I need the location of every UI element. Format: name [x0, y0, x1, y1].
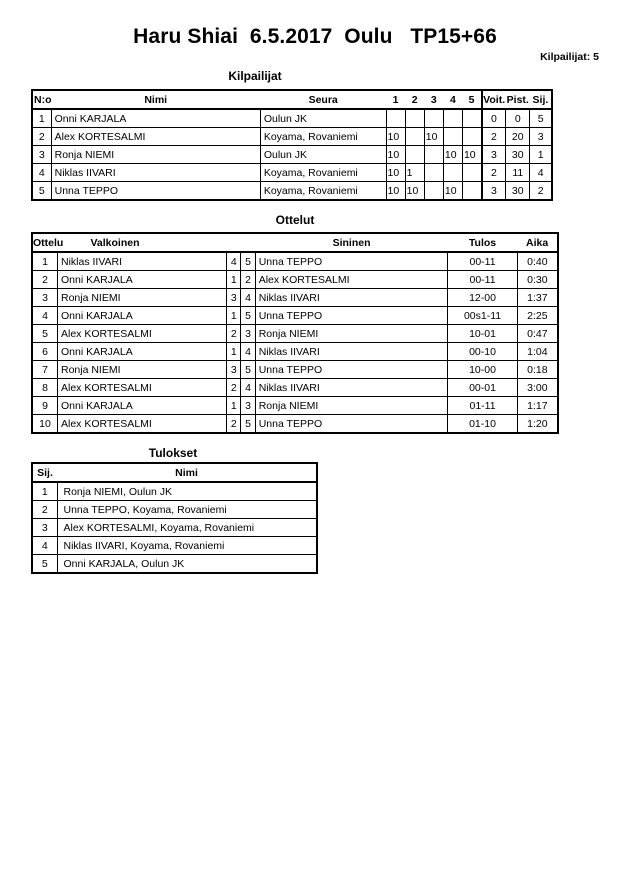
- col-header-points: Pist.: [506, 90, 530, 109]
- competitor-row: [32, 182, 552, 201]
- blue-fighter-number: 4: [241, 289, 255, 307]
- competitor-name: Ronja NIEMI: [51, 146, 260, 164]
- result-name: Onni KARJALA, Oulun JK: [57, 555, 317, 574]
- match-time: 0:30: [517, 271, 558, 289]
- competitors-table: [31, 89, 553, 201]
- round-1-score: 10: [386, 164, 405, 182]
- competitor-row: [32, 109, 552, 128]
- col-header-white: Valkoinen: [57, 233, 226, 252]
- round-3-score: [424, 164, 443, 182]
- match-result: 01-10: [448, 415, 517, 434]
- competitor-points: 30: [506, 182, 530, 201]
- competitor-wins: 3: [482, 182, 506, 201]
- match-number: 1: [32, 252, 57, 271]
- round-4-score: 10: [443, 146, 462, 164]
- blue-fighter-number: 5: [241, 252, 255, 271]
- match-time: 2:25: [517, 307, 558, 325]
- match-result: 10-00: [448, 361, 517, 379]
- col-header-blue: Sininen: [255, 233, 448, 252]
- col-header-round-1: 1: [386, 90, 405, 109]
- match-row: [32, 415, 558, 434]
- match-number: 10: [32, 415, 57, 434]
- white-fighter-name: Onni KARJALA: [57, 343, 226, 361]
- blue-fighter-name: Unna TEPPO: [255, 307, 448, 325]
- competitor-number: 2: [32, 128, 51, 146]
- white-fighter-number: 1: [227, 271, 241, 289]
- competitor-place: 3: [530, 128, 552, 146]
- round-2-score: 10: [405, 182, 424, 201]
- competitor-place: 2: [530, 182, 552, 201]
- match-number: 9: [32, 397, 57, 415]
- blue-fighter-number: 5: [241, 415, 255, 434]
- competitor-club: Koyama, Rovaniemi: [260, 164, 386, 182]
- col-header-place: Sij.: [32, 463, 57, 482]
- col-header-match: Ottelu: [32, 233, 57, 252]
- competitor-place: 4: [530, 164, 552, 182]
- col-header-round-2: 2: [405, 90, 424, 109]
- match-number: 4: [32, 307, 57, 325]
- round-4-score: 10: [443, 182, 462, 201]
- col-header-round-3: 3: [424, 90, 443, 109]
- competitor-number: 3: [32, 146, 51, 164]
- competitor-name: Unna TEPPO: [51, 182, 260, 201]
- results-header-row: [32, 463, 317, 482]
- white-fighter-number: 3: [227, 289, 241, 307]
- result-place: 4: [32, 537, 57, 555]
- round-3-score: [424, 109, 443, 128]
- match-number: 6: [32, 343, 57, 361]
- round-2-score: [405, 146, 424, 164]
- match-result: 00-11: [448, 252, 517, 271]
- col-header-place: Sij.: [530, 90, 552, 109]
- matches-header-row: [32, 233, 558, 252]
- result-name: Unna TEPPO, Koyama, Rovaniemi: [57, 501, 317, 519]
- blue-fighter-name: Ronja NIEMI: [255, 325, 448, 343]
- match-time: 1:17: [517, 397, 558, 415]
- round-4-score: [443, 164, 462, 182]
- round-5-score: 10: [462, 146, 481, 164]
- matches-table: [31, 232, 559, 434]
- col-header-blue-no: [241, 233, 255, 252]
- blue-fighter-number: 4: [241, 379, 255, 397]
- match-result: 00-11: [448, 271, 517, 289]
- competitor-name: Alex KORTESALMI: [51, 128, 260, 146]
- competitors-header-row: [32, 90, 552, 109]
- match-result: 10-01: [448, 325, 517, 343]
- blue-fighter-number: 3: [241, 325, 255, 343]
- blue-fighter-name: Unna TEPPO: [255, 415, 448, 434]
- match-result: 00-01: [448, 379, 517, 397]
- round-4-score: [443, 109, 462, 128]
- round-5-score: [462, 182, 481, 201]
- competitor-row: [32, 128, 552, 146]
- results-section-title: Tulokset: [148, 446, 198, 460]
- round-1-score: 10: [386, 182, 405, 201]
- white-fighter-number: 1: [227, 343, 241, 361]
- result-row: [32, 501, 317, 519]
- white-fighter-name: Onni KARJALA: [57, 307, 226, 325]
- match-result: 00s1-11: [448, 307, 517, 325]
- round-3-score: [424, 182, 443, 201]
- col-header-time: Aika: [517, 233, 558, 252]
- blue-fighter-number: 5: [241, 307, 255, 325]
- competitor-wins: 3: [482, 146, 506, 164]
- round-5-score: [462, 164, 481, 182]
- competitor-club: Oulun JK: [260, 109, 386, 128]
- result-row: [32, 537, 317, 555]
- col-header-name: Nimi: [51, 90, 260, 109]
- match-number: 2: [32, 271, 57, 289]
- white-fighter-name: Alex KORTESALMI: [57, 325, 226, 343]
- round-4-score: [443, 128, 462, 146]
- competitor-row: [32, 164, 552, 182]
- col-header-white-no: [227, 233, 241, 252]
- competitor-wins: 2: [482, 128, 506, 146]
- match-row: [32, 307, 558, 325]
- match-number: 3: [32, 289, 57, 307]
- round-3-score: [424, 146, 443, 164]
- round-3-score: 10: [424, 128, 443, 146]
- col-header-name: Nimi: [57, 463, 317, 482]
- competitor-number: 5: [32, 182, 51, 201]
- col-header-result: Tulos: [448, 233, 517, 252]
- white-fighter-number: 2: [227, 415, 241, 434]
- match-row: [32, 397, 558, 415]
- blue-fighter-name: Niklas IIVARI: [255, 343, 448, 361]
- result-place: 1: [32, 482, 57, 501]
- blue-fighter-name: Unna TEPPO: [255, 361, 448, 379]
- competitor-row: [32, 146, 552, 164]
- white-fighter-name: Onni KARJALA: [57, 397, 226, 415]
- round-1-score: 10: [386, 146, 405, 164]
- white-fighter-name: Onni KARJALA: [57, 271, 226, 289]
- col-header-no: N:o: [32, 90, 51, 109]
- match-row: [32, 271, 558, 289]
- match-time: 1:04: [517, 343, 558, 361]
- round-1-score: 10: [386, 128, 405, 146]
- competitor-number: 4: [32, 164, 51, 182]
- competitors-section-title: Kilpailijat: [228, 69, 282, 83]
- blue-fighter-number: 2: [241, 271, 255, 289]
- result-row: [32, 555, 317, 574]
- col-header-round-5: 5: [462, 90, 481, 109]
- round-2-score: [405, 128, 424, 146]
- white-fighter-name: Alex KORTESALMI: [57, 379, 226, 397]
- competitor-wins: 0: [482, 109, 506, 128]
- white-fighter-number: 1: [227, 397, 241, 415]
- result-name: Ronja NIEMI, Oulun JK: [57, 482, 317, 501]
- match-time: 1:37: [517, 289, 558, 307]
- result-place: 5: [32, 555, 57, 574]
- match-number: 8: [32, 379, 57, 397]
- blue-fighter-name: Ronja NIEMI: [255, 397, 448, 415]
- match-time: 0:47: [517, 325, 558, 343]
- blue-fighter-name: Niklas IIVARI: [255, 289, 448, 307]
- blue-fighter-name: Unna TEPPO: [255, 252, 448, 271]
- match-row: [32, 361, 558, 379]
- white-fighter-number: 4: [227, 252, 241, 271]
- competitor-points: 30: [506, 146, 530, 164]
- competitor-place: 5: [530, 109, 552, 128]
- competitor-place: 1: [530, 146, 552, 164]
- round-2-score: 1: [405, 164, 424, 182]
- white-fighter-name: Ronja NIEMI: [57, 289, 226, 307]
- competitor-points: 20: [506, 128, 530, 146]
- competitor-name: Onni KARJALA: [51, 109, 260, 128]
- result-name: Niklas IIVARI, Koyama, Rovaniemi: [57, 537, 317, 555]
- result-place: 2: [32, 501, 57, 519]
- white-fighter-name: Niklas IIVARI: [57, 252, 226, 271]
- match-result: 01-11: [448, 397, 517, 415]
- col-header-club: Seura: [260, 90, 386, 109]
- match-result: 00-10: [448, 343, 517, 361]
- match-result: 12-00: [448, 289, 517, 307]
- match-row: [32, 343, 558, 361]
- match-time: 1:20: [517, 415, 558, 434]
- white-fighter-number: 2: [227, 379, 241, 397]
- result-name: Alex KORTESALMI, Koyama, Rovaniemi: [57, 519, 317, 537]
- match-row: [32, 379, 558, 397]
- result-place: 3: [32, 519, 57, 537]
- matches-section-title: Ottelut: [275, 213, 315, 227]
- competitor-club: Oulun JK: [260, 146, 386, 164]
- match-row: [32, 289, 558, 307]
- blue-fighter-number: 3: [241, 397, 255, 415]
- match-time: 3:00: [517, 379, 558, 397]
- competitor-club: Koyama, Rovaniemi: [260, 182, 386, 201]
- result-row: [32, 482, 317, 501]
- col-header-round-4: 4: [443, 90, 462, 109]
- round-5-score: [462, 128, 481, 146]
- blue-fighter-number: 5: [241, 361, 255, 379]
- round-5-score: [462, 109, 481, 128]
- match-row: [32, 325, 558, 343]
- white-fighter-name: Alex KORTESALMI: [57, 415, 226, 434]
- match-time: 0:40: [517, 252, 558, 271]
- competitor-points: 11: [506, 164, 530, 182]
- blue-fighter-name: Alex KORTESALMI: [255, 271, 448, 289]
- competitor-wins: 2: [482, 164, 506, 182]
- round-1-score: [386, 109, 405, 128]
- match-number: 7: [32, 361, 57, 379]
- white-fighter-number: 2: [227, 325, 241, 343]
- col-header-wins: Voit.: [482, 90, 506, 109]
- match-row: [32, 252, 558, 271]
- blue-fighter-number: 4: [241, 343, 255, 361]
- match-time: 0:18: [517, 361, 558, 379]
- competitor-count: Kilpailijat: 5: [540, 51, 599, 63]
- competitor-points: 0: [506, 109, 530, 128]
- competitor-number: 1: [32, 109, 51, 128]
- competitor-club: Koyama, Rovaniemi: [260, 128, 386, 146]
- white-fighter-name: Ronja NIEMI: [57, 361, 226, 379]
- competitor-name: Niklas IIVARI: [51, 164, 260, 182]
- white-fighter-number: 1: [227, 307, 241, 325]
- round-2-score: [405, 109, 424, 128]
- blue-fighter-name: Niklas IIVARI: [255, 379, 448, 397]
- white-fighter-number: 3: [227, 361, 241, 379]
- match-number: 5: [32, 325, 57, 343]
- result-row: [32, 519, 317, 537]
- page-title: Haru Shiai 6.5.2017 Oulu TP15+66: [133, 25, 497, 48]
- results-table: [31, 462, 318, 574]
